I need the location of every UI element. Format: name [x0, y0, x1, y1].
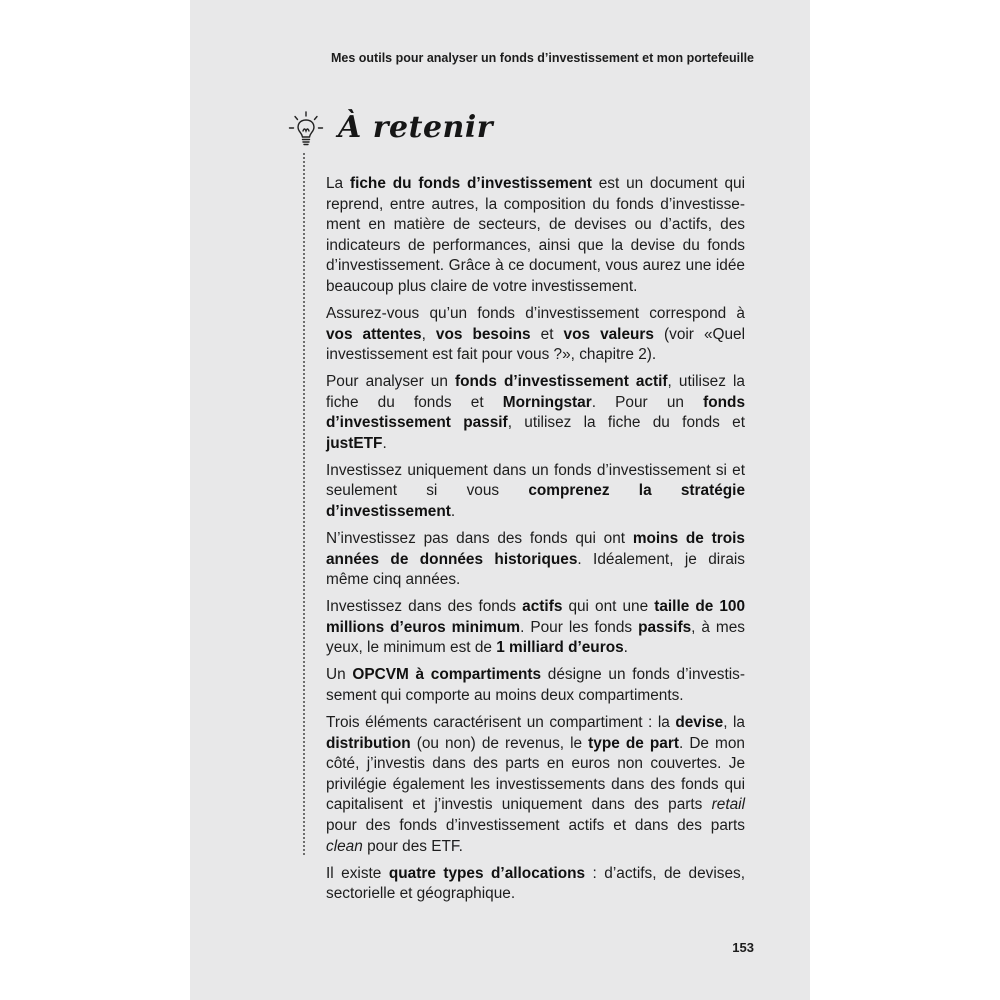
text-run: Investissez uniquement dans un fonds d’investissement si et seulement si vous — [326, 461, 745, 500]
bold-text: fonds d’investissement actif — [455, 373, 668, 391]
text-run: Il existe — [326, 864, 389, 882]
text-run: Un — [326, 666, 353, 684]
text-run: La — [326, 175, 350, 192]
bold-text: type de part — [588, 734, 679, 752]
text-run: pour des fonds d’investissement actifs et dans des parts — [326, 816, 745, 834]
text-run: et — [530, 325, 564, 343]
text-run: , à mes yeux, le minimum est de — [326, 618, 745, 657]
text-run: Trois éléments caractérisent un compartiment : la — [326, 713, 676, 731]
bold-text: 1 milliard d’euros — [496, 639, 624, 657]
bold-text: passifs — [638, 618, 692, 636]
paragraph — [326, 372, 745, 454]
bold-text: taille de 100 millions d’euros minimum — [326, 598, 746, 636]
text-run: est un document qui reprend, entre autres, la composition du fonds d’investissement en matière de secteurs, de devises ou d’actifs, des indicateurs de performances, ainsi que la devise du fonds d’investissement. Grâce à ce document, vous aurez une idée beaucoup plus claire de votre investissement. — [326, 175, 745, 295]
paragraph — [326, 461, 745, 523]
paragraph — [326, 713, 745, 857]
text-run: : d’actifs, de devises, sectorielle et géographique. — [326, 864, 745, 903]
bold-text: vos valeurs — [563, 325, 654, 343]
dotted-divider — [303, 153, 305, 855]
lightbulb-icon — [286, 110, 326, 150]
bold-text: distribution — [326, 734, 411, 752]
page-number: 153 — [732, 940, 754, 955]
text-run: . Idéalement, je dirais même cinq années. — [326, 550, 745, 589]
text-run: , la — [723, 713, 745, 731]
paragraph — [326, 665, 745, 706]
text-run: , utilisez la fiche du fonds et — [507, 414, 745, 432]
running-header: Mes outils pour analyser un fonds d’investissement et mon portefeuille — [331, 51, 754, 65]
text-run: qui ont une — [562, 598, 655, 616]
text-run: . — [382, 434, 387, 452]
key-points-content — [326, 174, 745, 911]
text-run: Investissez dans des fonds — [326, 598, 523, 616]
box-title: À retenir — [338, 110, 494, 145]
text-run: . Pour les fonds — [520, 618, 639, 636]
bold-text: moins de trois années de données historiques — [326, 530, 745, 568]
text-run: (ou non) de revenus, le — [410, 734, 589, 752]
bold-text: Morningstar — [502, 393, 592, 411]
bold-text: fiche du fonds d’investissement — [349, 175, 592, 192]
italic-text: clean — [326, 837, 363, 855]
text-run: Pour analyser un — [326, 373, 455, 391]
book-page — [190, 0, 810, 1000]
bold-text: justETF — [326, 434, 383, 452]
paragraph — [326, 529, 745, 591]
bold-text: devise — [675, 713, 724, 731]
text-run: . De mon côté, j’investis dans des parts en euros non couvertes. Je privilégie également les investissements dans des fonds qui capitalisent et j’investis uniquement dans des parts — [326, 734, 745, 814]
italic-text: retail — [711, 796, 745, 814]
text-run: . — [623, 639, 628, 657]
bold-text: vos attentes — [326, 325, 422, 343]
bold-text: actifs — [522, 598, 563, 616]
bold-text: quatre types d’allocations — [388, 864, 586, 882]
bold-text: fonds d’investissement passif — [326, 393, 746, 432]
paragraph — [326, 304, 745, 366]
bold-text: vos besoins — [435, 325, 531, 343]
text-run: , utilisez la fiche du fonds et — [326, 373, 745, 411]
text-run: (voir «Quel investissement est fait pour vous ?», chapitre 2). — [326, 325, 746, 364]
paragraph — [326, 174, 745, 298]
paragraph — [326, 597, 745, 659]
text-run: N’investissez pas dans des fonds qui ont — [326, 530, 633, 548]
text-run: Assurez-vous qu’un fonds d’investissement correspond à — [326, 304, 745, 322]
text-run: . — [450, 503, 456, 521]
text-run: . Pour un — [591, 393, 704, 411]
text-run: désigne un fonds d’investissement qui comporte au moins deux compartiments. — [326, 666, 745, 704]
bold-text: OPCVM à compartiments — [352, 666, 542, 684]
bold-text: comprenez la stratégie d’investissement — [326, 482, 746, 521]
text-run: pour des ETF. — [362, 837, 463, 855]
text-run: , — [421, 325, 436, 343]
paragraph — [326, 864, 745, 905]
